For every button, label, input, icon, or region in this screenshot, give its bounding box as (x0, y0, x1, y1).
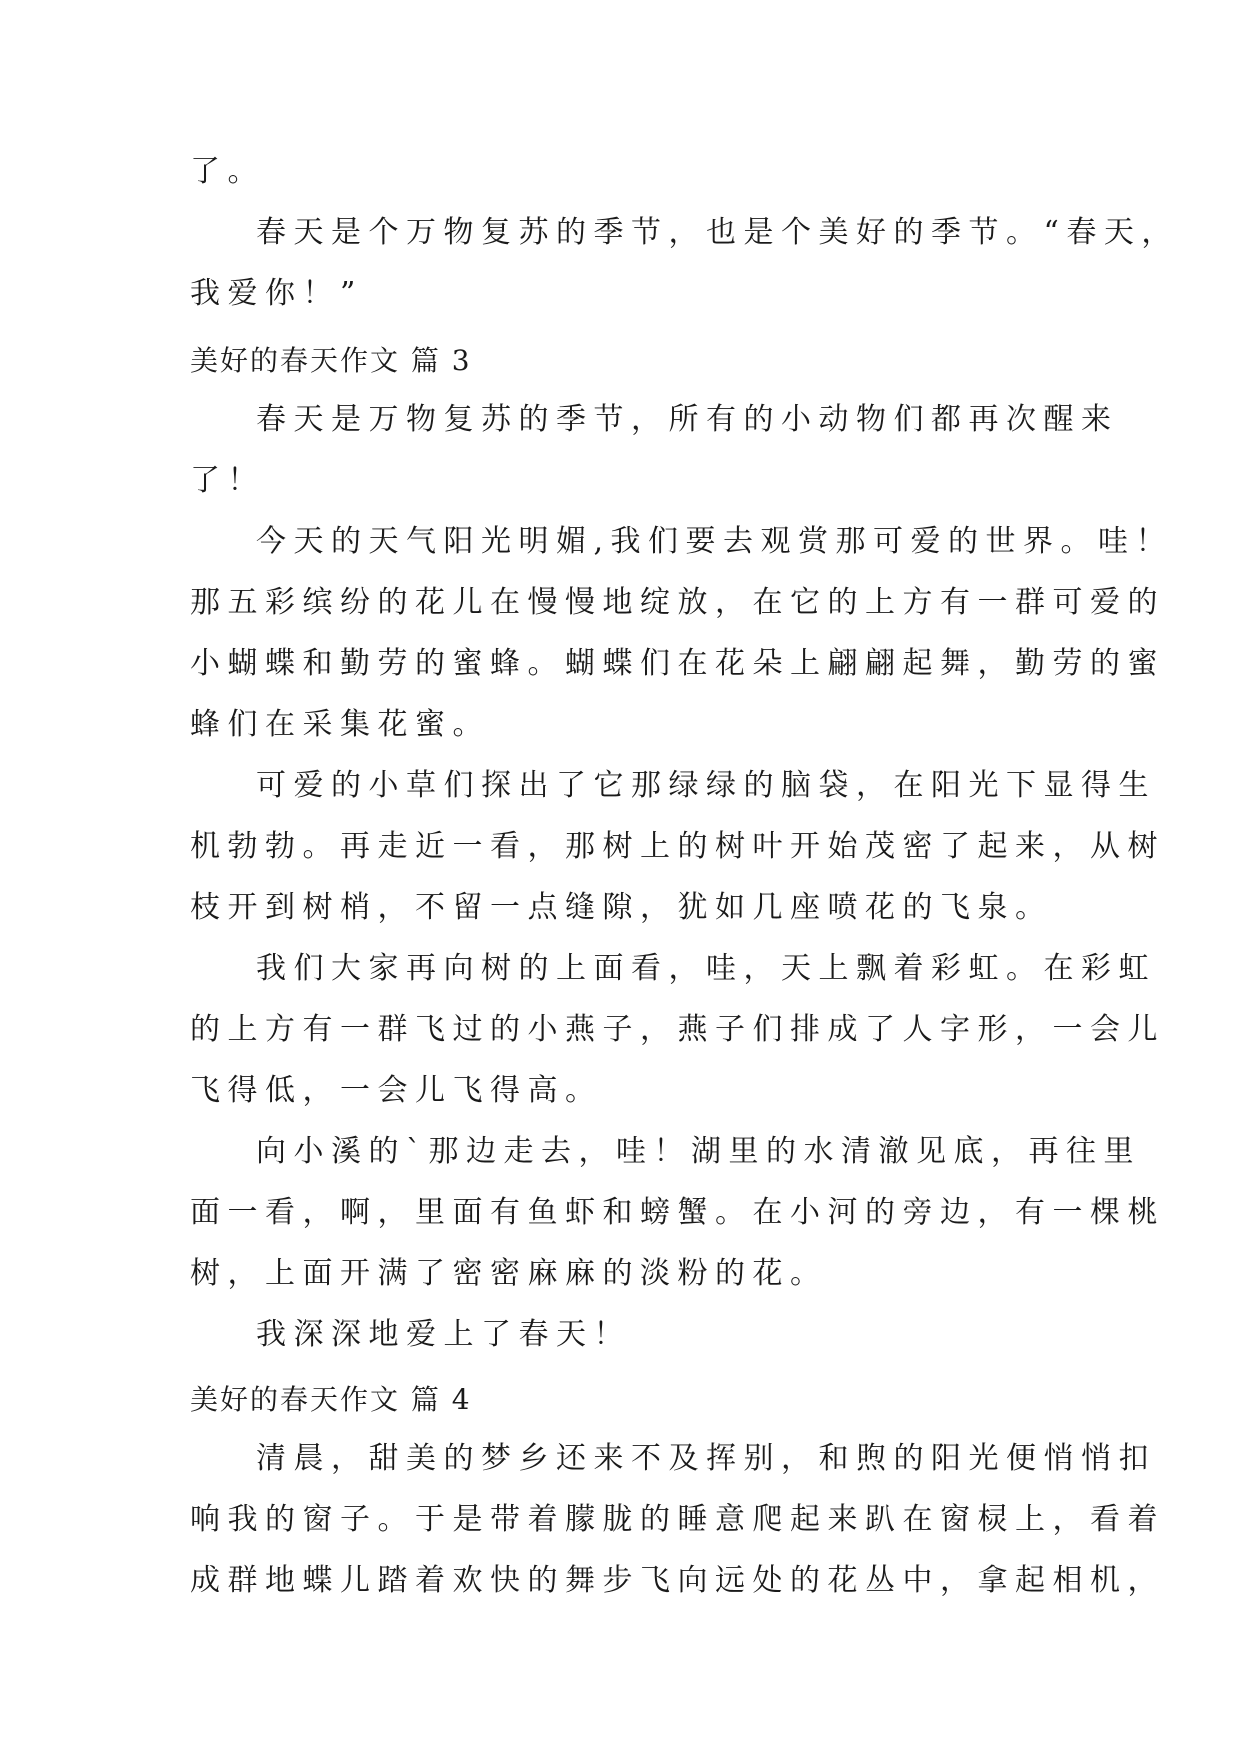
paragraph-line: 面一看，啊，里面有鱼虾和螃蟹。在小河的旁边，有一棵桃 (190, 1195, 1165, 1230)
section-heading: 美好的春天作文 篇 3 (190, 344, 472, 377)
paragraph-line: 春天是个万物复苏的季节，也是个美好的季节。“春天， (256, 215, 1179, 250)
paragraph-line: 小蝴蝶和勤劳的蜜蜂。蝴蝶们在花朵上翩翩起舞，勤劳的蜜 (190, 646, 1165, 681)
paragraph-line: 春天是万物复苏的季节，所有的小动物们都再次醒来 (256, 402, 1119, 437)
paragraph-line: 了！ (190, 463, 265, 498)
paragraph-line: 可爱的小草们探出了它那绿绿的脑袋，在阳光下显得生 (256, 768, 1156, 803)
paragraph-line: 成群地蝶儿踏着欢快的舞步飞向远处的花丛中，拿起相机， (190, 1563, 1165, 1598)
paragraph-line: 的上方有一群飞过的小燕子，燕子们排成了人字形，一会儿 (190, 1012, 1165, 1047)
paragraph-line: 飞得低，一会儿飞得高。 (190, 1073, 603, 1108)
paragraph-line: 向小溪的`那边走去，哇！湖里的水清澈见底，再往里 (256, 1134, 1141, 1169)
paragraph-line: 蜂们在采集花蜜。 (190, 707, 490, 742)
paragraph-line: 今天的天气阳光明媚,我们要去观赏那可爱的世界。哇！ (256, 524, 1174, 559)
paragraph-line: 那五彩缤纷的花儿在慢慢地绽放，在它的上方有一群可爱的 (190, 585, 1165, 620)
paragraph-line: 枝开到树梢，不留一点缝隙，犹如几座喷花的飞泉。 (190, 890, 1053, 925)
section-heading: 美好的春天作文 篇 4 (190, 1383, 472, 1416)
paragraph-line: 机勃勃。再走近一看，那树上的树叶开始茂密了起来，从树 (190, 829, 1165, 864)
paragraph-line: 清晨，甜美的梦乡还来不及挥别，和煦的阳光便悄悄扣 (256, 1441, 1156, 1476)
paragraph-line: 树，上面开满了密密麻麻的淡粉的花。 (190, 1256, 828, 1291)
paragraph-line: 我们大家再向树的上面看，哇，天上飘着彩虹。在彩虹 (256, 951, 1156, 986)
paragraph-line: 我爱你！” (190, 276, 363, 311)
paragraph-line: 了。 (190, 154, 265, 189)
paragraph-line: 响我的窗子。于是带着朦胧的睡意爬起来趴在窗棂上，看着 (190, 1502, 1165, 1537)
paragraph-line: 我深深地爱上了春天！ (256, 1317, 631, 1352)
